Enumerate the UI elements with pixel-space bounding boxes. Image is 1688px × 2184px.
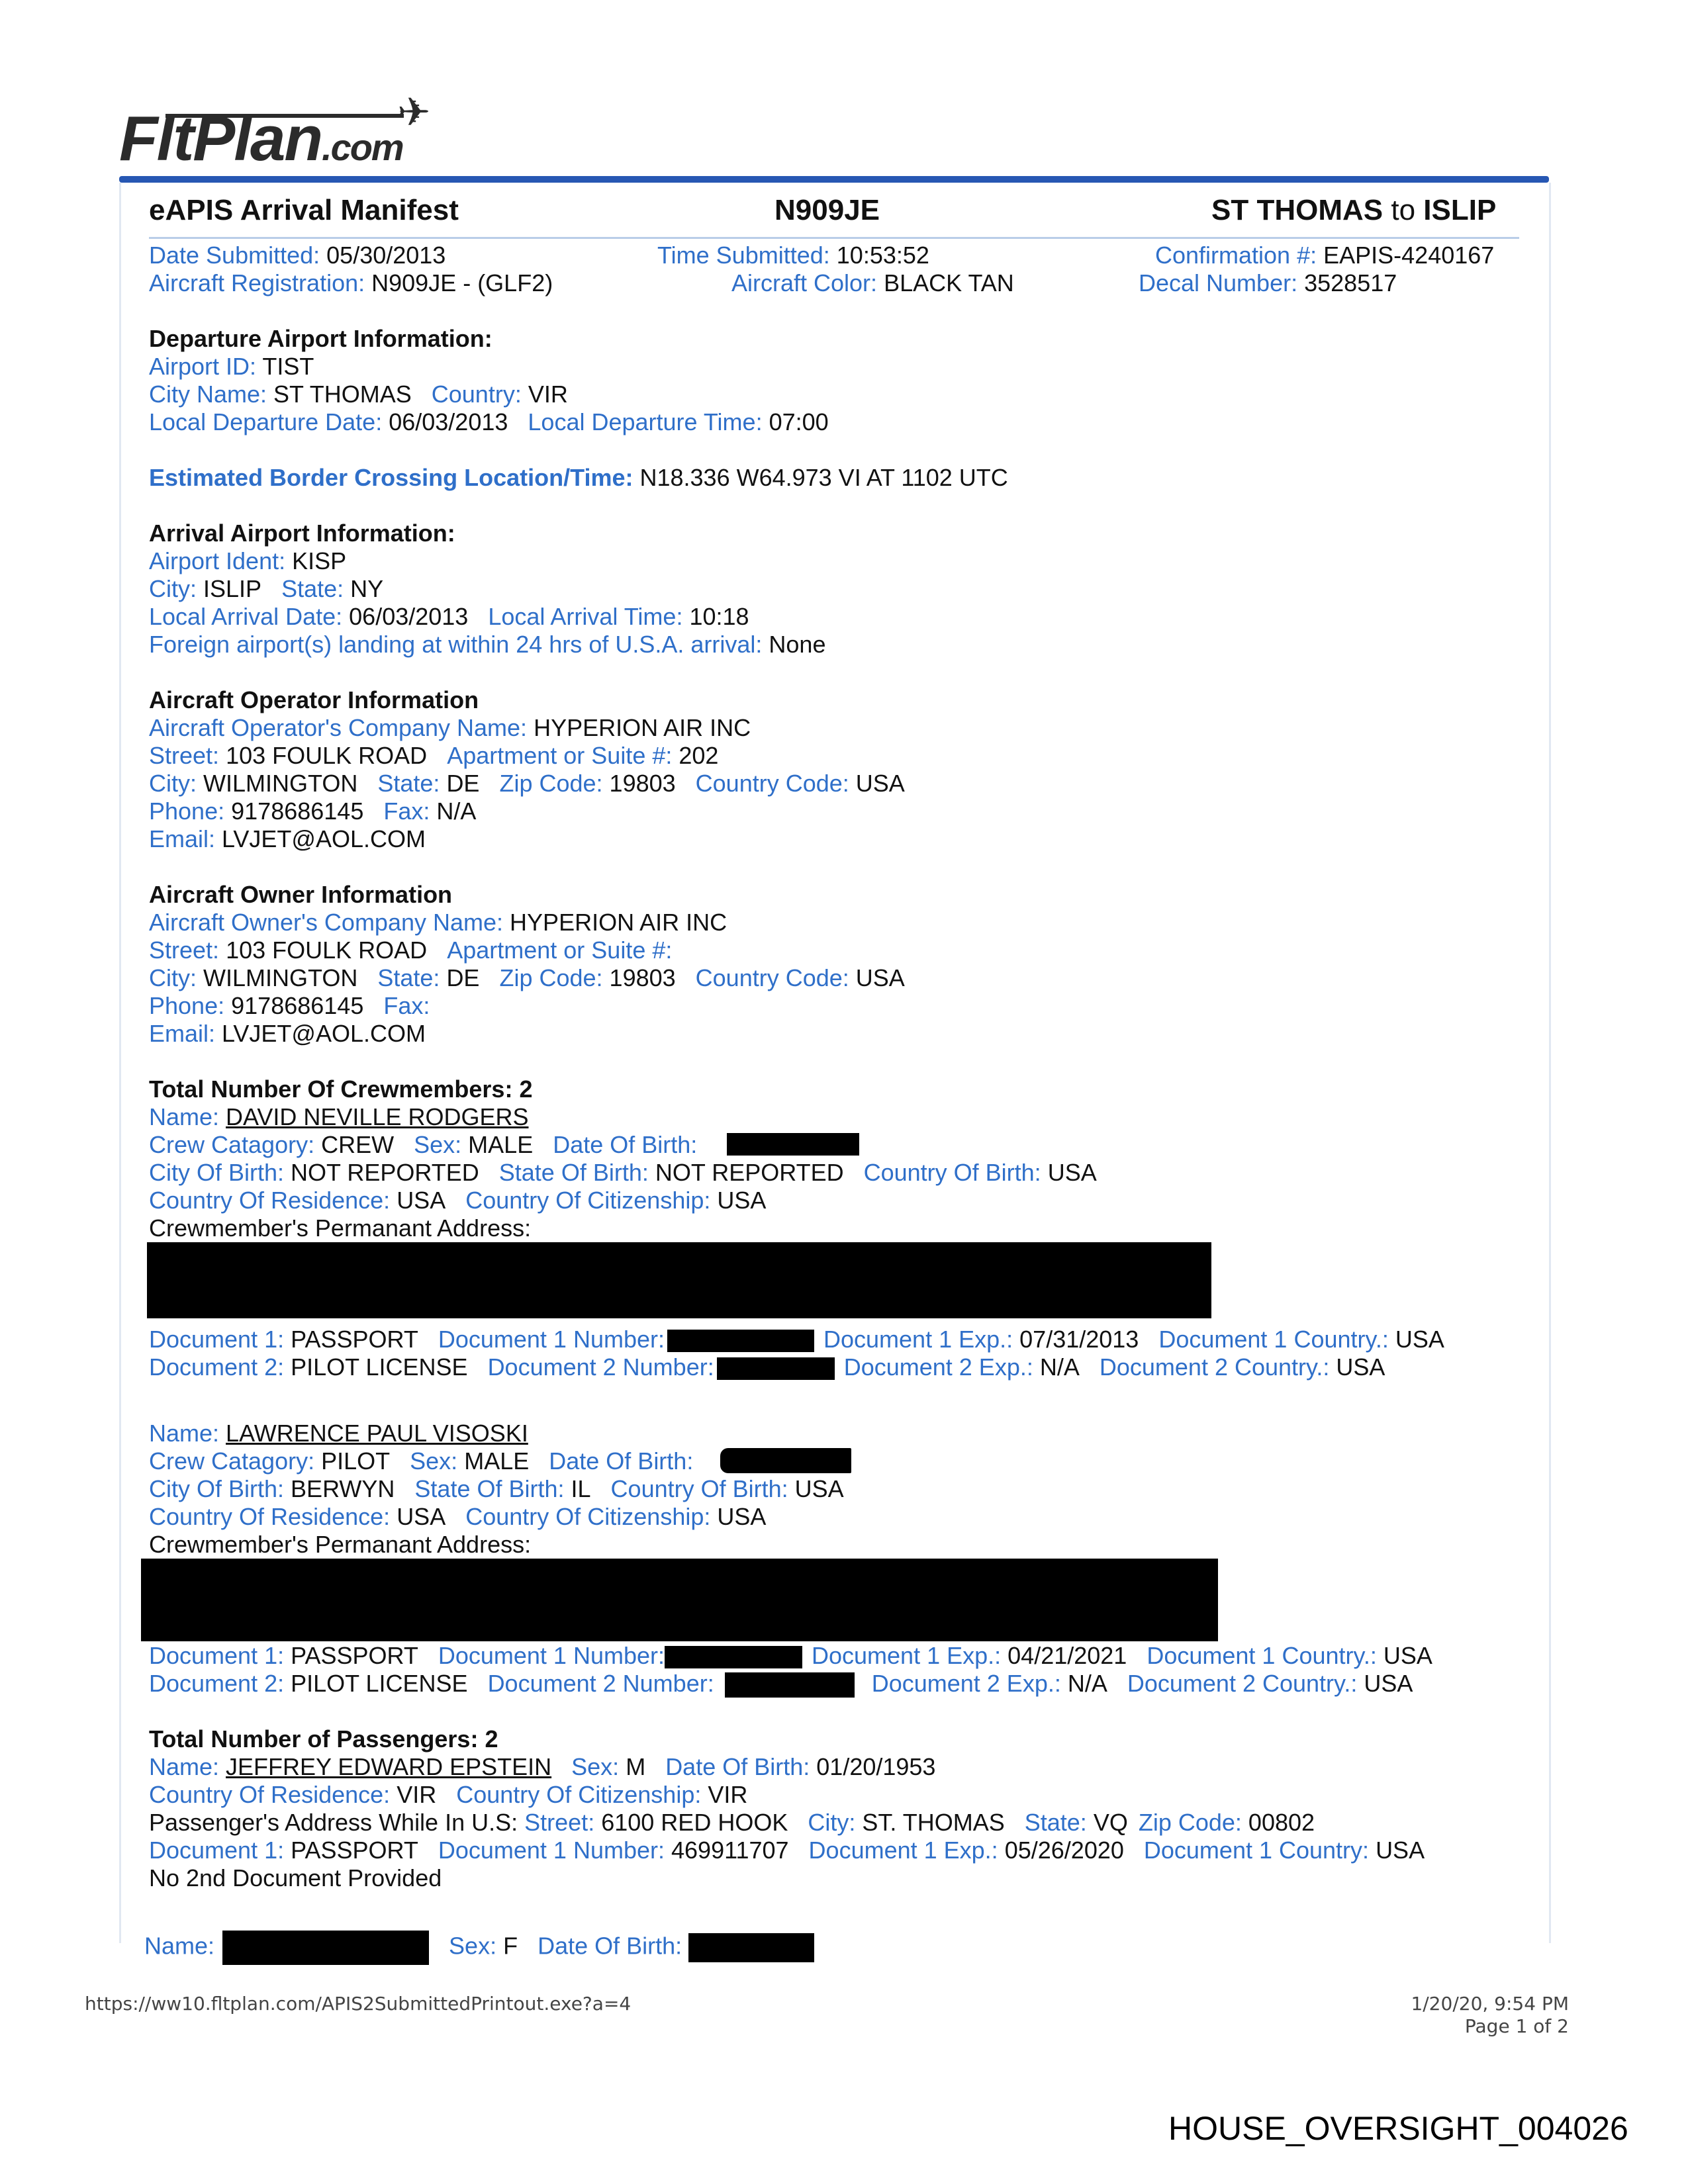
crew2-doc1: Document 1: PASSPORT Document 1 Number: Document 1 Exp.: 04/21/2021 Document 1 Country.: USA — [149, 1642, 1432, 1669]
tail-number: N909JE — [774, 194, 880, 226]
operator-email: Email: LVJET@AOL.COM — [149, 825, 426, 852]
header-rule — [119, 176, 1549, 183]
redaction-crew1-address — [147, 1242, 1211, 1318]
owner-email: Email: LVJET@AOL.COM — [149, 1020, 426, 1047]
operator-heading: Aircraft Operator Information — [149, 686, 479, 713]
border-crossing: Estimated Border Crossing Location/Time: N18.336 W64.973 VI AT 1102 UTC — [149, 464, 1008, 491]
owner-company: Aircraft Owner's Company Name: HYPERION AIR INC — [149, 909, 727, 936]
logo-main: FltPlan — [119, 103, 322, 174]
footer-url: https://ww10.fltplan.com/APIS2SubmittedPrintout.exe?a=4 — [85, 1993, 632, 2015]
operator-company: Aircraft Operator's Company Name: HYPERION AIR INC — [149, 714, 751, 741]
crew2-address-label: Crewmember's Permanant Address: — [149, 1531, 532, 1558]
redaction-crew1-doc2-number — [717, 1357, 835, 1380]
owner-heading: Aircraft Owner Information — [149, 881, 453, 908]
operator-phone: Phone: 9178686145 Fax: N/A — [149, 797, 477, 825]
departure-datetime: Local Departure Date: 06/03/2013 Local Departure Time: 07:00 — [149, 408, 829, 435]
foreign-airports: Foreign airport(s) landing at within 24 hrs of U.S.A. arrival: None — [149, 631, 826, 658]
confirmation-number: Confirmation #: EAPIS-4240167 — [1155, 242, 1495, 269]
arrival-datetime: Local Arrival Date: 06/03/2013 Local Arrival Time: 10:18 — [149, 603, 749, 630]
passengers-heading: Total Number of Passengers: 2 — [149, 1725, 498, 1752]
logo-text — [119, 103, 403, 181]
redaction-crew2-dob — [720, 1448, 851, 1473]
owner-phone: Phone: 9178686145 Fax: — [149, 992, 430, 1019]
crew1-address-label: Crewmember's Permanant Address: — [149, 1214, 532, 1242]
redaction-crew1-doc1-number — [667, 1330, 814, 1352]
redaction-crew1-dob — [727, 1133, 859, 1156]
departure-heading: Departure Airport Information: — [149, 325, 492, 352]
departure-airport: Airport ID: TIST — [149, 353, 314, 380]
passenger1-no-doc2: No 2nd Document Provided — [149, 1864, 442, 1891]
passenger2-row: Name: Sex: F Date Of Birth: — [144, 1931, 814, 1965]
passenger1-address: Passenger's Address While In U.S: Street: 6100 RED HOOK City: ST. THOMAS State: VQ Zip Code: 00802 — [149, 1809, 1315, 1836]
crew1-name: Name: DAVID NEVILLE RODGERS — [149, 1103, 529, 1130]
crew1-doc1: Document 1: PASSPORT Document 1 Number: Document 1 Exp.: 07/31/2013 Document 1 Country.: USA — [149, 1326, 1444, 1353]
logo-suffix: .com — [322, 126, 403, 168]
redaction-crew2-doc2-number — [725, 1672, 855, 1698]
passenger1-doc1: Document 1: PASSPORT Document 1 Number: 469911707 Document 1 Exp.: 05/26/2020 Document 1 Country: USA — [149, 1837, 1425, 1864]
page-border-right — [1549, 183, 1551, 1943]
footer-datetime: 1/20/20, 9:54 PM — [1411, 1993, 1569, 2015]
arrival-city: City: ISLIP State: NY — [149, 575, 384, 602]
page-title: eAPIS Arrival Manifest — [149, 194, 459, 226]
aircraft-registration: Aircraft Registration: N909JE - (GLF2) — [149, 269, 553, 296]
date-submitted: Date Submitted: 05/30/2013 — [149, 242, 446, 269]
owner-city: City: WILMINGTON State: DE Zip Code: 19803 Country Code: USA — [149, 964, 905, 991]
crew2-name: Name: LAWRENCE PAUL VISOSKI — [149, 1420, 528, 1447]
departure-city: City Name: ST THOMAS Country: VIR — [149, 381, 568, 408]
crew2-residence: Country Of Residence: USA Country Of Citizenship: USA — [149, 1503, 767, 1530]
crew-heading: Total Number Of Crewmembers: 2 — [149, 1075, 533, 1103]
redaction-crew2-doc1-number — [665, 1646, 802, 1668]
owner-street: Street: 103 FOULK ROAD Apartment or Suite #: — [149, 936, 673, 964]
redaction-passenger2-dob — [688, 1933, 814, 1962]
airplane-icon: ✈ — [397, 90, 431, 134]
operator-street: Street: 103 FOULK ROAD Apartment or Suite #: 202 — [149, 742, 719, 769]
route: ST THOMAS to ISLIP — [1211, 194, 1497, 226]
passenger1-residence: Country Of Residence: VIR Country Of Citizenship: VIR — [149, 1781, 748, 1808]
aircraft-color: Aircraft Color: BLACK TAN — [731, 269, 1014, 296]
time-submitted: Time Submitted: 10:53:52 — [657, 242, 929, 269]
crew2-birth: City Of Birth: BERWYN State Of Birth: IL Country Of Birth: USA — [149, 1475, 844, 1502]
crew1-birth: City Of Birth: NOT REPORTED State Of Birth: NOT REPORTED Country Of Birth: USA — [149, 1159, 1097, 1186]
redaction-passenger2-name — [222, 1931, 429, 1965]
crew1-doc2: Document 2: PILOT LICENSE Document 2 Number: Document 2 Exp.: N/A Document 2 Country.: USA — [149, 1353, 1385, 1381]
crew2-category: Crew Catagory: PILOT Sex: MALE Date Of Birth: — [149, 1447, 694, 1475]
crew2-doc2: Document 2: PILOT LICENSE Document 2 Number: Document 2 Exp.: N/A Document 2 Country.: USA — [149, 1670, 1413, 1697]
page-border-left — [119, 183, 121, 1943]
arrival-airport: Airport Ident: KISP — [149, 547, 347, 574]
crew1-residence: Country Of Residence: USA Country Of Citizenship: USA — [149, 1187, 767, 1214]
passenger1-name: Name: JEFFREY EDWARD EPSTEIN Sex: M Date Of Birth: 01/20/1953 — [149, 1753, 936, 1780]
redaction-crew2-address — [141, 1559, 1218, 1641]
bates-number: HOUSE_OVERSIGHT_004026 — [1168, 2110, 1628, 2147]
crew1-category: Crew Catagory: CREW Sex: MALE Date Of Birth: — [149, 1131, 698, 1158]
decal-number: Decal Number: 3528517 — [1139, 269, 1397, 296]
title-underline — [149, 237, 1519, 239]
arrival-heading: Arrival Airport Information: — [149, 520, 455, 547]
footer-page: Page 1 of 2 — [1464, 2015, 1569, 2037]
operator-city: City: WILMINGTON State: DE Zip Code: 19803 Country Code: USA — [149, 770, 905, 797]
